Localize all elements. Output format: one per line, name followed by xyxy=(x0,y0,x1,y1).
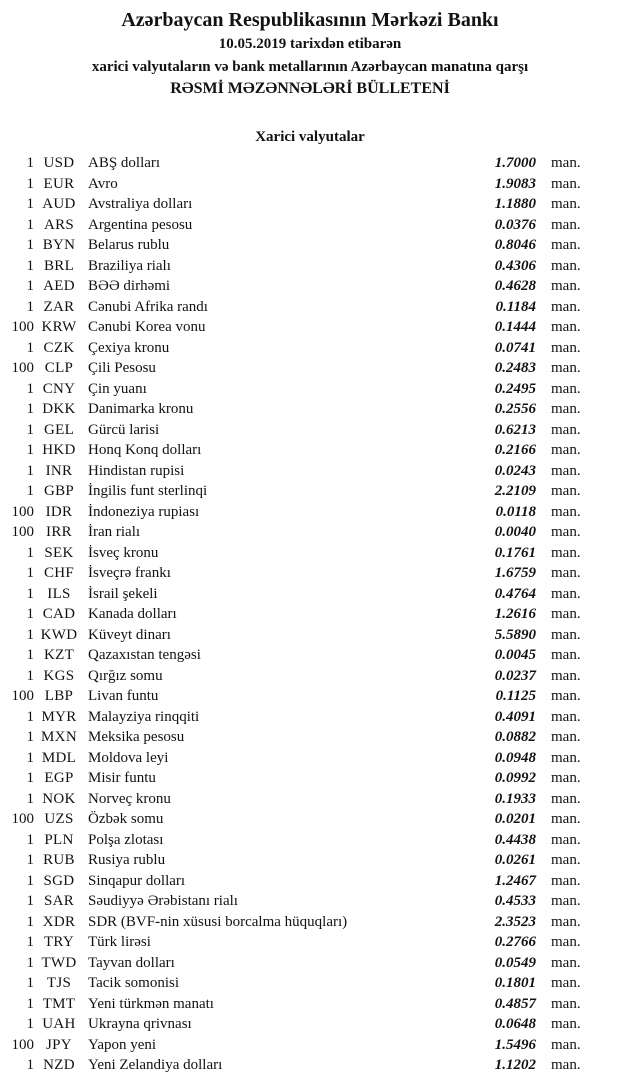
currency-code-cell: RUB xyxy=(43,852,75,868)
currency-code-cell: GEL xyxy=(43,421,75,438)
currency-code-cell: USD xyxy=(43,155,75,171)
currency-name-cell: Ukrayna qrivnası xyxy=(88,1016,192,1032)
currency-code-cell: DKK xyxy=(42,401,76,417)
rate-value-cell: 0.1761 xyxy=(494,544,536,561)
rate-row xyxy=(0,237,598,258)
currency-name-cell: Özbək somu xyxy=(88,811,164,827)
currency-code-cell: LBP xyxy=(44,688,74,704)
bank-title: Azərbaycan Respublikasının Mərkəzi Bankı xyxy=(121,9,499,31)
unit-cell: man. xyxy=(551,175,581,192)
quantity-cell: 1 xyxy=(26,339,34,356)
rate-row xyxy=(0,852,598,873)
rate-row xyxy=(0,996,598,1017)
rate-row xyxy=(0,770,598,791)
unit-cell: man. xyxy=(551,831,581,848)
rate-value-cell: 1.5496 xyxy=(494,1036,536,1053)
unit-cell: man. xyxy=(551,196,581,212)
unit-cell: man. xyxy=(551,811,581,827)
unit-cell: man. xyxy=(551,380,581,397)
currency-name-cell: İsveç kronu xyxy=(88,544,159,561)
quantity-cell: 1 xyxy=(26,442,34,458)
unit-cell: man. xyxy=(551,278,581,294)
rate-value-cell: 0.0040 xyxy=(494,524,536,540)
currency-code-cell: INR xyxy=(45,462,73,479)
currency-code-cell: KWD xyxy=(40,626,78,643)
unit-cell: man. xyxy=(551,770,581,786)
quantity-cell: 1 xyxy=(26,1016,34,1032)
currency-name-cell: Meksika pesosu xyxy=(88,729,185,745)
rate-value-cell: 0.4857 xyxy=(494,995,536,1012)
quantity-cell: 1 xyxy=(26,544,34,561)
quantity-cell: 1 xyxy=(26,913,34,930)
quantity-cell: 100 xyxy=(11,503,34,520)
rate-row xyxy=(0,832,598,853)
currency-code-cell: AUD xyxy=(42,196,76,212)
unit-cell: man. xyxy=(551,913,581,930)
rate-value-cell: 0.0118 xyxy=(495,503,536,520)
rate-row xyxy=(0,586,598,607)
currency-code-cell: SGD xyxy=(43,872,75,889)
unit-cell: man. xyxy=(551,975,581,991)
currency-name-cell: Honq Konq dolları xyxy=(88,442,202,458)
unit-cell: man. xyxy=(551,626,581,643)
currency-name-cell: Polşa zlotası xyxy=(88,831,164,848)
unit-cell: man. xyxy=(551,852,581,868)
rate-value-cell: 1.2616 xyxy=(494,606,536,622)
unit-cell: man. xyxy=(551,1036,581,1053)
rate-value-cell: 1.1880 xyxy=(494,196,536,212)
rate-value-cell: 0.4533 xyxy=(494,893,536,909)
currency-name-cell: Livan funtu xyxy=(88,688,159,704)
quantity-cell: 100 xyxy=(11,1036,34,1053)
currency-name-cell: Çili Pesosu xyxy=(88,360,156,376)
effective-date-line: 10.05.2019 tarixdən etibarən xyxy=(218,36,402,52)
rate-value-cell: 0.0948 xyxy=(494,749,536,766)
rate-row xyxy=(0,873,598,894)
currency-name-cell: Cənubi Afrika randı xyxy=(88,298,208,315)
unit-cell: man. xyxy=(551,1057,581,1073)
rate-row xyxy=(0,668,598,689)
quantity-cell: 100 xyxy=(11,524,34,540)
currency-code-cell: CNY xyxy=(42,380,76,397)
unit-cell: man. xyxy=(551,503,581,520)
unit-cell: man. xyxy=(551,749,581,766)
rate-value-cell: 1.1202 xyxy=(494,1057,536,1073)
currency-code-cell: SAR xyxy=(43,893,75,909)
currency-name-cell: İndoneziya rupiası xyxy=(88,503,200,520)
rate-row xyxy=(0,217,598,238)
rate-row xyxy=(0,483,598,504)
quantity-cell: 1 xyxy=(26,175,34,192)
unit-cell: man. xyxy=(551,606,581,622)
currency-name-cell: Norveç kronu xyxy=(88,790,171,807)
quantity-cell: 1 xyxy=(26,483,34,499)
currency-code-cell: AED xyxy=(43,278,75,294)
currency-name-cell: Kanada dolları xyxy=(88,606,177,622)
rate-value-cell: 0.6213 xyxy=(494,421,536,438)
quantity-cell: 1 xyxy=(26,831,34,848)
unit-cell: man. xyxy=(551,462,581,479)
unit-cell: man. xyxy=(551,216,581,233)
currency-name-cell: Misir funtu xyxy=(88,770,156,786)
currency-code-cell: KRW xyxy=(41,319,77,335)
rate-row xyxy=(0,955,598,976)
currency-name-cell: Yeni türkmən manatı xyxy=(88,995,214,1012)
currency-code-cell: MDL xyxy=(41,749,77,766)
rate-value-cell: 2.2109 xyxy=(494,483,536,499)
currency-code-cell: TJS xyxy=(46,975,72,991)
quantity-cell: 1 xyxy=(26,770,34,786)
unit-cell: man. xyxy=(551,319,581,335)
currency-name-cell: Yapon yeni xyxy=(88,1036,157,1053)
rate-value-cell: 0.0741 xyxy=(494,339,536,356)
quantity-cell: 1 xyxy=(26,401,34,417)
currency-name-cell: Hindistan rupisi xyxy=(88,462,185,479)
rate-row xyxy=(0,791,598,812)
quantity-cell: 1 xyxy=(26,729,34,745)
currency-name-cell: Danimarka kronu xyxy=(88,401,194,417)
unit-cell: man. xyxy=(551,995,581,1012)
currency-name-cell: İsveçrə frankı xyxy=(88,565,171,581)
currency-code-cell: CZK xyxy=(43,339,75,356)
rate-row xyxy=(0,381,598,402)
rate-row xyxy=(0,893,598,914)
rate-row xyxy=(0,504,598,525)
quantity-cell: 1 xyxy=(26,257,34,274)
bulletin-header xyxy=(0,0,620,100)
currency-code-cell: SEK xyxy=(44,544,74,561)
unit-cell: man. xyxy=(551,360,581,376)
currency-code-cell: JPY xyxy=(46,1036,72,1053)
unit-cell: man. xyxy=(551,401,581,417)
rate-row xyxy=(0,729,598,750)
rate-row xyxy=(0,155,598,176)
section-title-foreign-currencies: Xarici valyutalar xyxy=(255,129,365,145)
unit-cell: man. xyxy=(551,1016,581,1032)
currency-name-cell: Çexiya kronu xyxy=(88,339,170,356)
rate-row xyxy=(0,524,598,545)
rate-value-cell: 0.4438 xyxy=(494,831,536,848)
rate-value-cell: 0.8046 xyxy=(494,237,536,253)
bulletin-title: RƏSMİ MƏZƏNNƏLƏRİ BÜLLETENİ xyxy=(170,80,450,97)
currency-code-cell: XDR xyxy=(42,913,76,930)
currency-name-cell: Qazaxıstan tengəsi xyxy=(88,647,201,663)
rate-value-cell: 0.0045 xyxy=(494,647,536,663)
unit-cell: man. xyxy=(551,790,581,807)
currency-code-cell: UZS xyxy=(44,811,74,827)
quantity-cell: 1 xyxy=(26,790,34,807)
currency-code-cell: BYN xyxy=(42,237,76,253)
rate-value-cell: 1.6759 xyxy=(494,565,536,581)
bulletin-subtitle: xarici valyutaların və bank metallarının Azərbaycan manatına qarşı xyxy=(91,59,529,75)
currency-code-cell: BRL xyxy=(43,257,75,274)
quantity-cell: 1 xyxy=(26,893,34,909)
quantity-cell: 1 xyxy=(26,298,34,315)
rate-value-cell: 0.0882 xyxy=(494,729,536,745)
rate-value-cell: 0.0992 xyxy=(494,770,536,786)
rate-row xyxy=(0,319,598,340)
currency-name-cell: Avstraliya dolları xyxy=(88,196,193,212)
unit-cell: man. xyxy=(551,708,581,725)
currency-name-cell: ABŞ dolları xyxy=(88,155,161,171)
rate-value-cell: 1.2467 xyxy=(494,872,536,889)
unit-cell: man. xyxy=(551,483,581,499)
rate-row xyxy=(0,1057,598,1078)
quantity-cell: 1 xyxy=(26,975,34,991)
quantity-cell: 1 xyxy=(26,995,34,1012)
rate-value-cell: 0.0201 xyxy=(494,811,536,827)
rate-value-cell: 2.3523 xyxy=(494,913,536,930)
unit-cell: man. xyxy=(551,442,581,458)
rate-value-cell: 0.1125 xyxy=(495,688,536,704)
currency-code-cell: NZD xyxy=(43,1057,75,1073)
quantity-cell: 1 xyxy=(26,872,34,889)
rate-row xyxy=(0,811,598,832)
currency-code-cell: EUR xyxy=(43,175,75,192)
quantity-cell: 1 xyxy=(26,954,34,971)
rate-row xyxy=(0,750,598,771)
unit-cell: man. xyxy=(551,524,581,540)
currency-code-cell: KGS xyxy=(43,667,75,684)
unit-cell: man. xyxy=(551,688,581,704)
rate-value-cell: 1.9083 xyxy=(494,175,536,192)
unit-cell: man. xyxy=(551,155,581,171)
currency-name-cell: Yeni Zelandiya dolları xyxy=(88,1057,223,1073)
rate-value-cell: 0.1184 xyxy=(495,298,536,315)
rate-row xyxy=(0,401,598,422)
rate-value-cell: 0.2766 xyxy=(494,934,536,950)
unit-cell: man. xyxy=(551,872,581,889)
currency-name-cell: Malayziya rinqqiti xyxy=(88,708,200,725)
rate-row xyxy=(0,463,598,484)
rate-row xyxy=(0,975,598,996)
currency-code-cell: MYR xyxy=(41,708,77,725)
quantity-cell: 1 xyxy=(26,647,34,663)
quantity-cell: 1 xyxy=(26,237,34,253)
currency-name-cell: Belarus rublu xyxy=(88,237,170,253)
currency-name-cell: Argentina pesosu xyxy=(88,216,193,233)
quantity-cell: 1 xyxy=(26,278,34,294)
rate-row xyxy=(0,688,598,709)
quantity-cell: 1 xyxy=(26,196,34,212)
currency-code-cell: PLN xyxy=(44,831,74,848)
unit-cell: man. xyxy=(551,585,581,602)
unit-cell: man. xyxy=(551,257,581,274)
rate-row xyxy=(0,647,598,668)
rate-value-cell: 0.0648 xyxy=(494,1016,536,1032)
unit-cell: man. xyxy=(551,237,581,253)
rate-row xyxy=(0,545,598,566)
quantity-cell: 1 xyxy=(26,667,34,684)
currency-code-cell: ILS xyxy=(47,585,71,602)
rate-row xyxy=(0,442,598,463)
rate-row xyxy=(0,299,598,320)
currency-code-cell: CAD xyxy=(42,606,76,622)
quantity-cell: 1 xyxy=(26,585,34,602)
quantity-cell: 1 xyxy=(26,216,34,233)
currency-name-cell: Braziliya rialı xyxy=(88,257,171,274)
unit-cell: man. xyxy=(551,421,581,438)
unit-cell: man. xyxy=(551,954,581,971)
currency-code-cell: KZT xyxy=(43,647,75,663)
currency-name-cell: Cənubi Korea vonu xyxy=(88,319,206,335)
rate-row xyxy=(0,1016,598,1037)
quantity-cell: 100 xyxy=(11,811,34,827)
currency-name-cell: Küveyt dinarı xyxy=(88,626,171,643)
rate-row xyxy=(0,278,598,299)
rate-row xyxy=(0,914,598,935)
rate-value-cell: 0.2495 xyxy=(494,380,536,397)
rate-value-cell: 0.1801 xyxy=(494,975,536,991)
currency-code-cell: CLP xyxy=(44,360,74,376)
currency-name-cell: İran rialı xyxy=(88,524,141,540)
unit-cell: man. xyxy=(551,934,581,950)
rate-value-cell: 1.7000 xyxy=(494,155,536,171)
rate-row xyxy=(0,340,598,361)
rate-row xyxy=(0,565,598,586)
quantity-cell: 1 xyxy=(26,1057,34,1073)
quantity-cell: 1 xyxy=(26,155,34,171)
rate-row xyxy=(0,196,598,217)
rate-value-cell: 0.0243 xyxy=(494,462,536,479)
rate-row xyxy=(0,606,598,627)
quantity-cell: 1 xyxy=(26,708,34,725)
currency-name-cell: Avro xyxy=(88,175,118,192)
currency-code-cell: HKD xyxy=(42,442,76,458)
quantity-cell: 1 xyxy=(26,852,34,868)
currency-name-cell: Gürcü larisi xyxy=(88,421,160,438)
rate-value-cell: 0.0376 xyxy=(494,216,536,233)
quantity-cell: 1 xyxy=(26,565,34,581)
unit-cell: man. xyxy=(551,893,581,909)
rate-value-cell: 0.4628 xyxy=(494,278,536,294)
currency-name-cell: İsrail şekeli xyxy=(88,585,158,602)
currency-code-cell: ZAR xyxy=(43,298,75,315)
quantity-cell: 1 xyxy=(26,462,34,479)
currency-name-cell: Çin yuanı xyxy=(88,380,147,397)
unit-cell: man. xyxy=(551,647,581,663)
rate-row xyxy=(0,627,598,648)
quantity-cell: 1 xyxy=(26,606,34,622)
rates-table xyxy=(0,155,620,1078)
rate-value-cell: 0.1444 xyxy=(494,319,536,335)
unit-cell: man. xyxy=(551,544,581,561)
currency-name-cell: İngilis funt sterlinqi xyxy=(88,483,208,499)
currency-name-cell: Sinqapur dolları xyxy=(88,872,186,889)
currency-code-cell: IDR xyxy=(45,503,73,520)
rate-row xyxy=(0,360,598,381)
quantity-cell: 1 xyxy=(26,749,34,766)
rate-value-cell: 0.4091 xyxy=(494,708,536,725)
rate-value-cell: 5.5890 xyxy=(494,626,536,643)
rate-value-cell: 0.4764 xyxy=(494,585,536,602)
currency-code-cell: UAH xyxy=(42,1016,76,1032)
rate-value-cell: 0.1933 xyxy=(494,790,536,807)
rate-row xyxy=(0,258,598,279)
rate-value-cell: 0.2556 xyxy=(494,401,536,417)
quantity-cell: 1 xyxy=(26,934,34,950)
currency-name-cell: BƏƏ dirhəmi xyxy=(88,278,171,294)
quantity-cell: 100 xyxy=(11,360,34,376)
currency-name-cell: Səudiyyə Ərəbistanı rialı xyxy=(88,893,238,909)
quantity-cell: 1 xyxy=(26,380,34,397)
quantity-cell: 1 xyxy=(26,626,34,643)
rate-value-cell: 0.2166 xyxy=(494,442,536,458)
rate-row xyxy=(0,709,598,730)
rate-row xyxy=(0,176,598,197)
rate-row xyxy=(0,422,598,443)
currency-name-cell: Türk lirəsi xyxy=(88,934,151,950)
currency-code-cell: CHF xyxy=(43,565,75,581)
currency-name-cell: SDR (BVF-nin xüsusi borcalma hüquqları) xyxy=(88,913,348,930)
currency-code-cell: ARS xyxy=(43,216,75,233)
currency-code-cell: EGP xyxy=(44,770,74,786)
currency-code-cell: IRR xyxy=(46,524,72,540)
currency-name-cell: Qırğız somu xyxy=(88,667,163,684)
currency-name-cell: Moldova leyi xyxy=(88,749,169,766)
quantity-cell: 1 xyxy=(26,421,34,438)
currency-name-cell: Tayvan dolları xyxy=(88,954,175,971)
rate-value-cell: 0.0549 xyxy=(494,954,536,971)
quantity-cell: 100 xyxy=(11,688,34,704)
currency-code-cell: NOK xyxy=(42,790,76,807)
quantity-cell: 100 xyxy=(11,319,34,335)
rate-value-cell: 0.0261 xyxy=(494,852,536,868)
unit-cell: man. xyxy=(551,298,581,315)
currency-code-cell: TRY xyxy=(43,934,75,950)
rate-value-cell: 0.4306 xyxy=(494,257,536,274)
currency-name-cell: Tacik somonisi xyxy=(88,975,180,991)
rate-row xyxy=(0,1037,598,1058)
currency-name-cell: Rusiya rublu xyxy=(88,852,166,868)
currency-code-cell: MXN xyxy=(41,729,77,745)
currency-code-cell: GBP xyxy=(43,483,75,499)
unit-cell: man. xyxy=(551,339,581,356)
unit-cell: man. xyxy=(551,729,581,745)
rate-value-cell: 0.2483 xyxy=(494,360,536,376)
rate-row xyxy=(0,934,598,955)
unit-cell: man. xyxy=(551,667,581,684)
unit-cell: man. xyxy=(551,565,581,581)
currency-code-cell: TWD xyxy=(41,954,77,971)
currency-code-cell: TMT xyxy=(42,995,76,1012)
rate-value-cell: 0.0237 xyxy=(494,667,536,684)
